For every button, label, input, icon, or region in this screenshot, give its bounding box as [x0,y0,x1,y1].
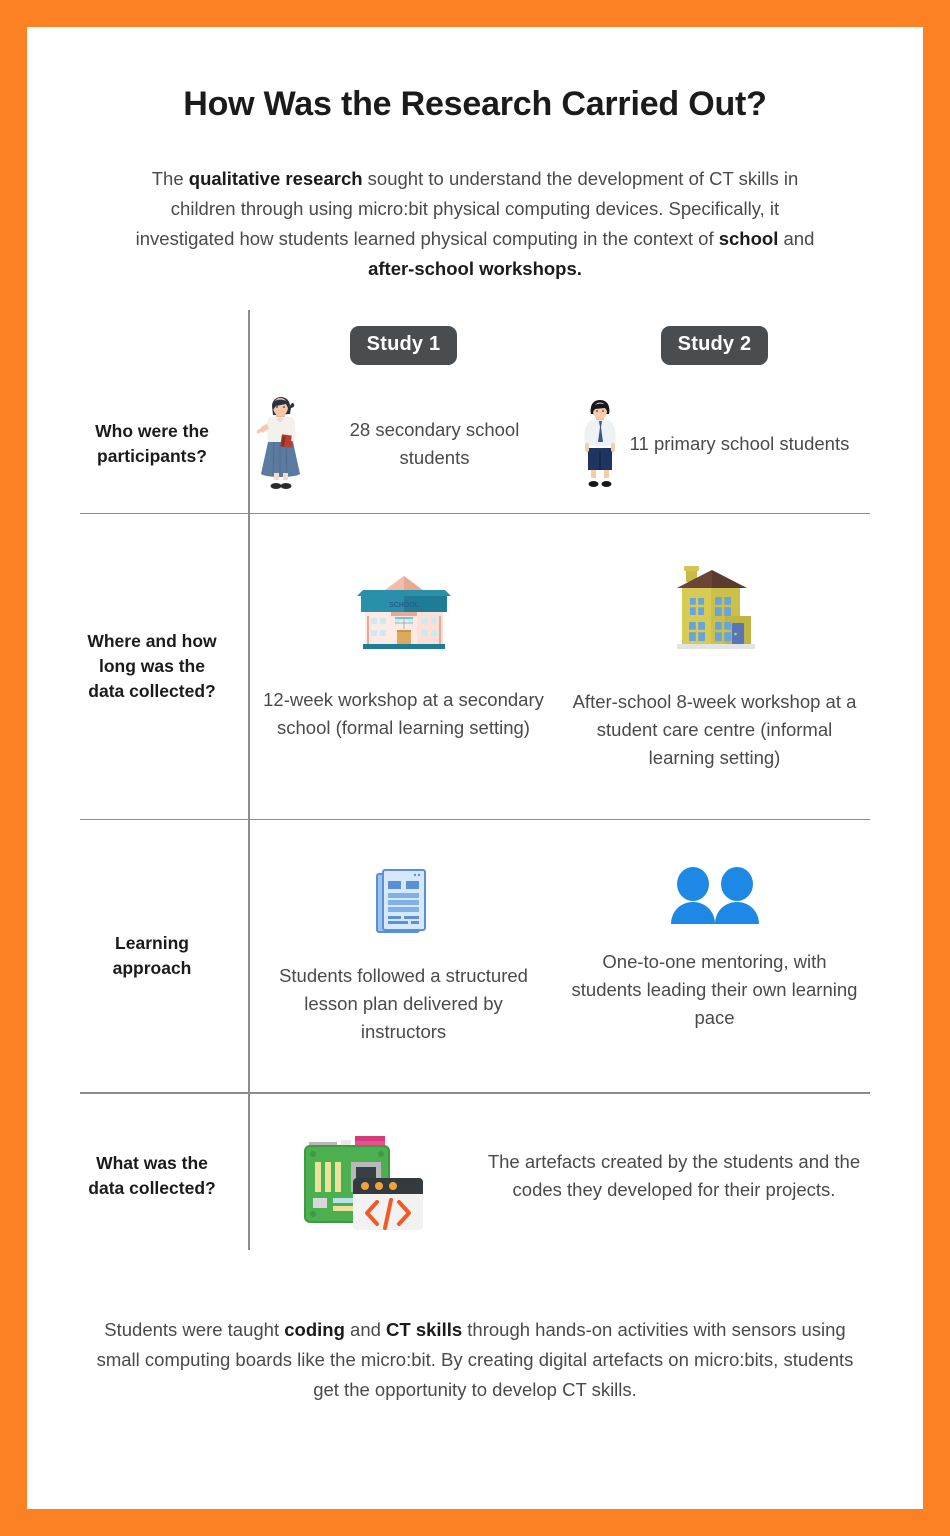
footer-text-1: Students were taught [104,1318,285,1340]
svg-text:SCHOOL: SCHOOL [388,601,419,609]
intro-paragraph [125,164,825,284]
study-badge-row [80,310,870,375]
cell-study1-approach [248,866,559,1046]
comparison-table [80,310,870,1259]
row-label-participants: Who were the participants? [95,421,209,466]
intro-text-1: The [151,168,189,189]
cell-study2-data [478,1120,870,1232]
footer-text-3: through hands-on activities with sensors using small computing boards like the micro:bit. By creating digital artefacts on micro:bits, students get the opportunity to develop CT skills. [96,1318,854,1400]
row-cells-participants [248,394,870,494]
table-row-where-how-long [80,514,870,819]
cell-study1-data [248,1120,478,1232]
table-row-participants [80,375,870,513]
circuit-board-code-icon [299,1120,427,1232]
table-row-data-collected [80,1094,870,1259]
cell-text-study2-data: The artefacts created by the students and the codes they developed for their projects. [487,1151,861,1201]
footer-text-2: and [344,1318,387,1340]
footer-paragraph [95,1315,855,1405]
intro-bold-1: qualitative research [188,168,363,189]
intro-text-3: and [778,228,815,249]
cell-study2-participants [559,394,870,494]
cell-text-study1-where: 12-week workshop at a secondary school (formal learning setting) [263,688,544,738]
badge-col-study1 [248,326,559,365]
intro-bold-3: after-school workshops. [368,258,582,279]
cell-study1-where [248,562,559,772]
intro-text-2: sought to understand the development of CT skills in children through using micro:bit physical computing devices. Specifically, it investigated how students learned physical computing in the context of [135,168,799,249]
cell-text-study1-participants: 28 secondary school students [349,419,520,468]
badge-study-1[interactable]: Study 1 [350,326,458,365]
two-people-icon [669,866,761,926]
cell-text-study2-where: After-school 8-week workshop at a student care centre (informal learning setting) [572,690,857,768]
row-cells-data-collected [248,1120,870,1232]
house-building-icon [667,562,763,658]
cell-study2-approach [559,866,870,1046]
row-label-data-collected: What was the data collected? [88,1153,216,1199]
poster-canvas [27,27,923,1509]
lesson-plan-document-icon [373,866,435,940]
page-title: How Was the Research Carried Out? [183,85,767,123]
cell-text-study2-participants: 11 primary school students [629,433,850,454]
badge-col-study2 [559,326,870,365]
footer-bold-2: CT skills [386,1318,463,1340]
cell-text-study1-approach: Students followed a structured lesson plan delivered by instructors [279,965,528,1043]
cell-study1-participants [248,394,559,494]
male-student-icon [580,398,620,490]
row-label-where-how-long: Where and how long was the data collected? [87,631,217,702]
school-building-icon [355,572,453,652]
row-label-learning-approach: Learning approach [112,933,192,979]
cell-study2-where [559,562,870,772]
row-cells-learning-approach [248,866,870,1046]
badge-study-2[interactable]: Study 2 [661,326,769,365]
intro-bold-2: school [718,228,779,249]
cell-text-study2-approach: One-to-one mentoring, with students leading their own learning pace [571,951,858,1029]
table-row-learning-approach [80,820,870,1092]
female-student-icon [254,394,306,494]
row-cells-where-how-long [248,562,870,772]
footer-bold-1: coding [284,1318,345,1340]
